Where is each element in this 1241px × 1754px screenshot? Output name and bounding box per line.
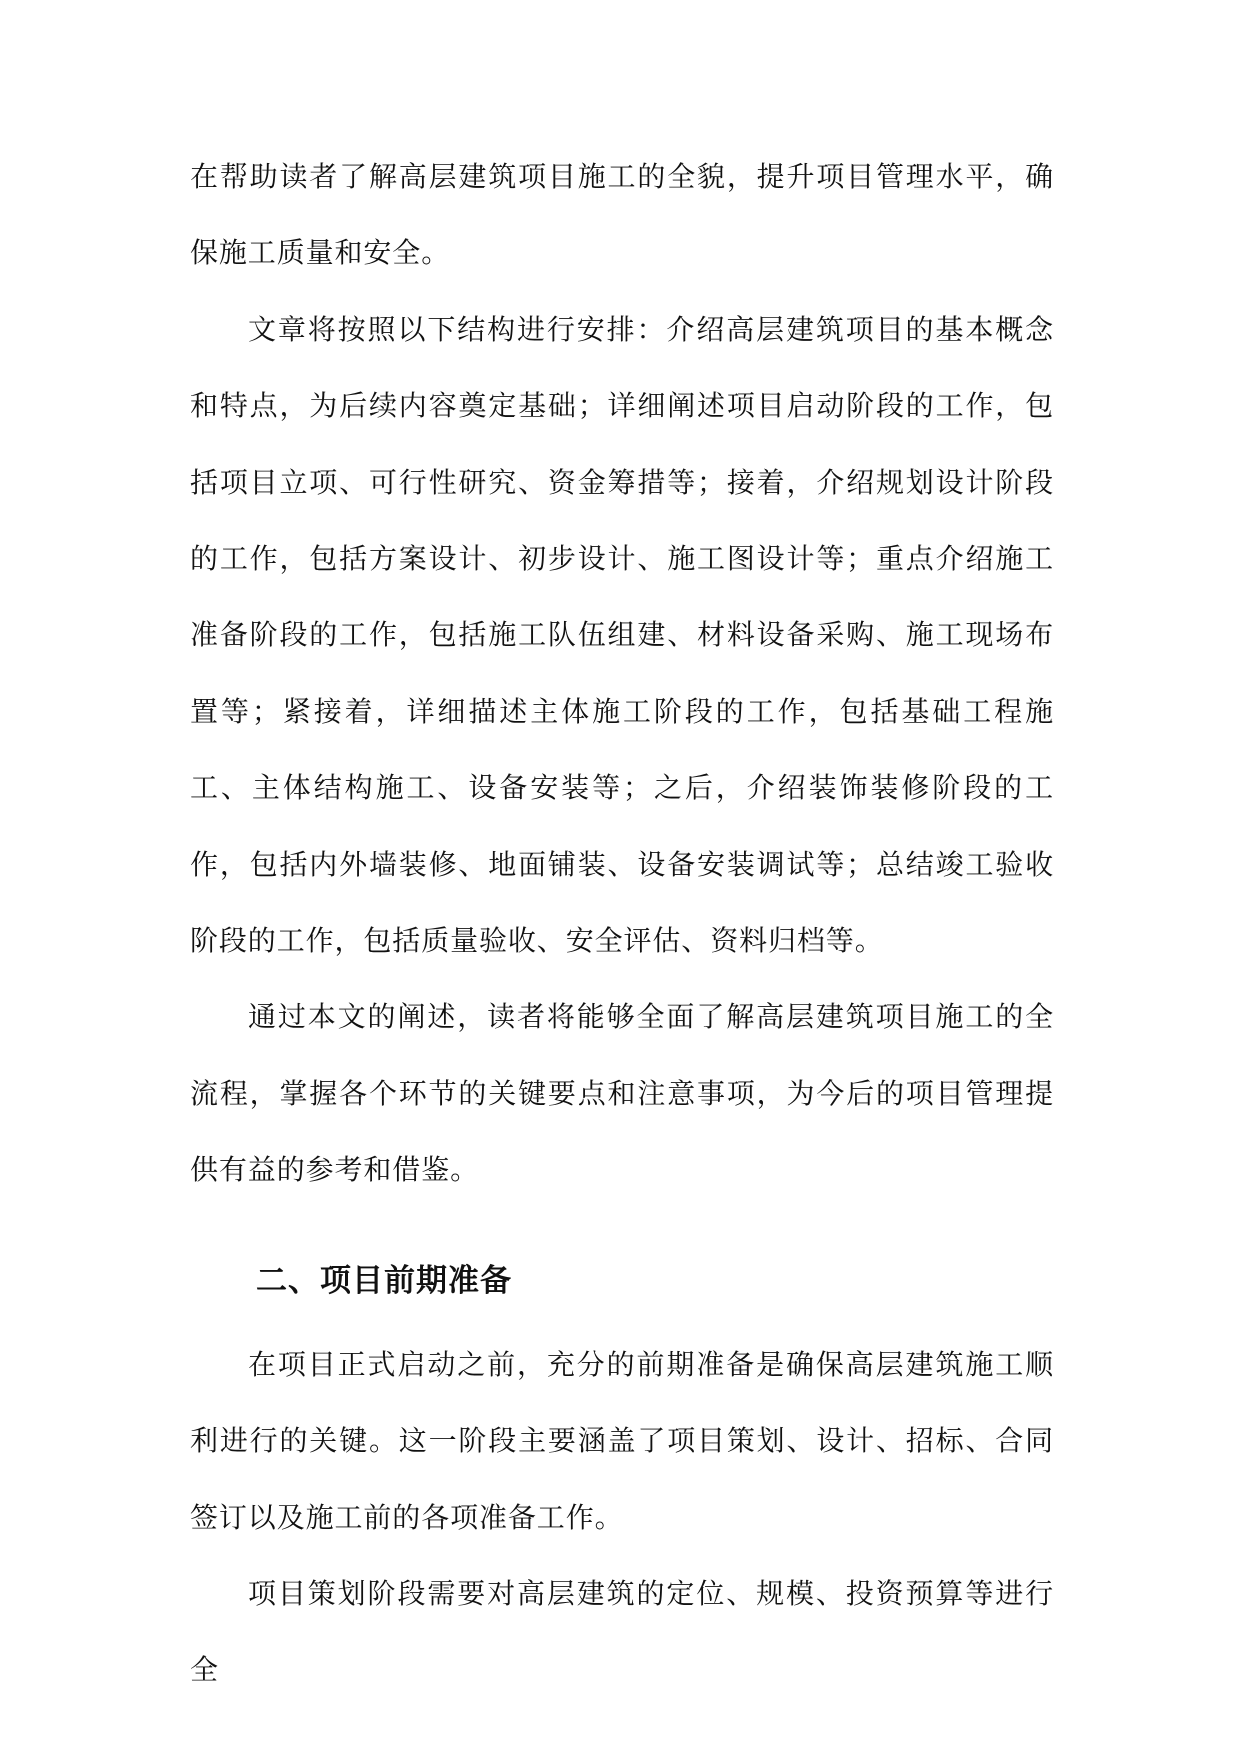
- paragraph-planning-stage: 项目策划阶段需要对高层建筑的定位、规模、投资预算等进行全: [190, 1576, 1054, 1687]
- document-body: [190, 139, 1054, 1709]
- paragraph-structure-overview: 文章将按照以下结构进行安排：介绍高层建筑项目的基本概念和特点，为后续内容奠定基础；详细阐述项目启动阶段的工作，包括项目立项、可行性研究、资金筹措等；接着，介绍规划设计阶段的工作，包括方案设计、初步设计、施工图设计等；重点介绍施工准备阶段的工作，包括施工队伍组建、材料设备采购、施工现场布置等；紧接着，详细描述主体施工阶段的工作，包括基础工程施工、主体结构施工、设备安装等；之后，介绍装饰装修阶段的工作，包括内外墙装修、地面铺装、设备安装调试等；总结竣工验收阶段的工作，包括质量验收、安全评估、资料归档等。: [190, 312, 1054, 958]
- paragraph-continuation: 在帮助读者了解高层建筑项目施工的全貌，提升项目管理水平，确保施工质量和安全。: [190, 160, 1054, 270]
- section-heading: 二、项目前期准备: [256, 1262, 512, 1299]
- paragraph-conclusion: 通过本文的阐述，读者将能够全面了解高层建筑项目施工的全流程，掌握各个环节的关键要点和注意事项，为今后的项目管理提供有益的参考和借鉴。: [190, 1000, 1054, 1187]
- paragraph-preparation-intro: 在项目正式启动之前，充分的前期准备是确保高层建筑施工顺利进行的关键。这一阶段主要涵盖了项目策划、设计、招标、合同签订以及施工前的各项准备工作。: [190, 1347, 1054, 1534]
